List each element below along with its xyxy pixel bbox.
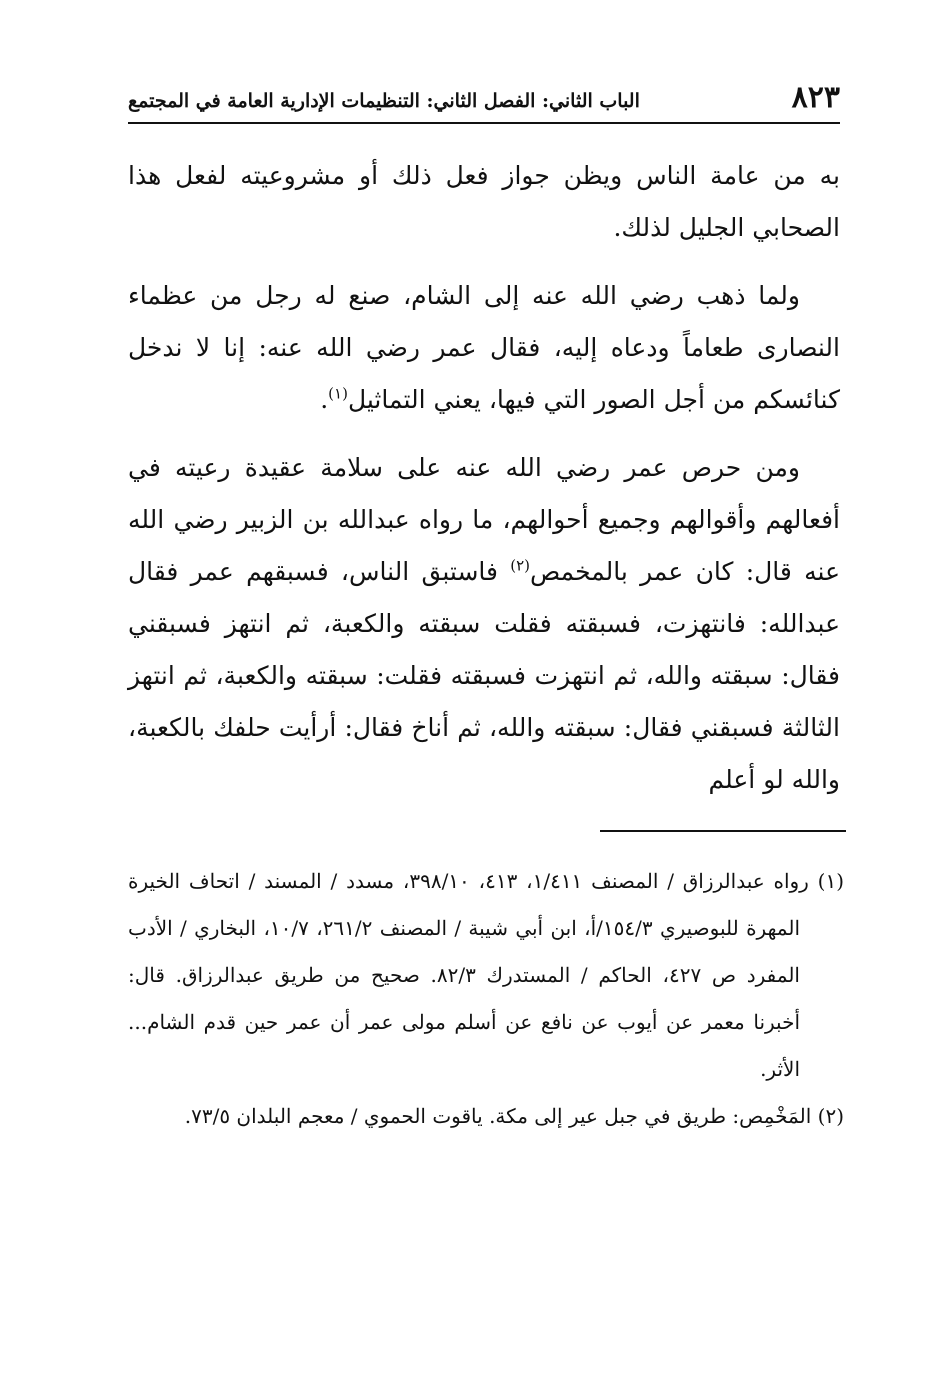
footnote-ref-2: (٢) <box>510 556 531 575</box>
page-number: ٨٢٣ <box>791 80 840 115</box>
running-title: الباب الثاني: الفصل الثاني: التنظيمات الإدارية العامة في المجتمع <box>128 90 640 112</box>
paragraph-3-text-b: فاستبق الناس، فسبقهم عمر فقال عبدالله: فانتهزت، فسبقته فقلت سبقته والكعبة، ثم انتهز فسبقني فقال: سبقته والله، ثم انتهزت فسبقته فقلت: سبقته والكعبة، ثم انتهز الثالثة فسبقني فقال: سبقته والله، ثم أناخ فقال: أرأيت حلفك بالكعبة، والله لو أعلم <box>128 557 840 794</box>
page-header <box>128 80 840 120</box>
footnote-separator <box>600 830 846 832</box>
footnotes <box>128 858 844 1140</box>
footnote-2: (٢) المَخْمِص: طريق في جبل عير إلى مكة. ياقوت الحموي / معجم البلدان ٧٣/٥. <box>184 1104 844 1128</box>
footnote-1: (١) رواه عبدالرزاق / المصنف ١/٤١١، ٤١٣، ٣٩٨/١٠، مسدد / المسند / اتحاف الخيرة المهرة للبوصيري ١٥٤/٣/أ، ابن أبي شيبة / المصنف ٢٦١/٢، ١٠/٧، البخاري / الأدب المفرد ص ٤٢٧، الحاكم / المستدرك ٨٢/٣. صحيح من طريق عبدالرزاق. قال: أخبرنا معمر عن أيوب عن نافع عن أسلم مولى عمر أن عمر حين قدم الشام... الأثر. <box>128 869 845 1081</box>
paragraph-3 <box>128 442 840 806</box>
paragraph-2-end: . <box>320 385 329 414</box>
paragraph-2 <box>128 270 840 426</box>
paragraph-3-text-a: ومن حرص عمر رضي الله عنه على سلامة عقيدة رعيته في أفعالهم وأقوالهم وجميع أحوالهم، ما رواه عبدالله بن الزبير رضي الله عنه قال: كان عمر بالمخمص <box>128 453 840 586</box>
paragraph-1: به من عامة الناس ويظن جواز فعل ذلك أو مشروعيته لفعل هذا الصحابي الجليل لذلك. <box>128 161 840 242</box>
paragraph-2-text: ولما ذهب رضي الله عنه إلى الشام، صنع له رجل من عظماء النصارى طعاماً ودعاه إليه، فقال عمر رضي الله عنه: إنا لا ندخل كنائسكم من أجل الصور التي فيها، يعني التماثيل <box>128 281 840 414</box>
footnote-ref-1: (١) <box>328 384 348 403</box>
header-rule <box>128 122 840 124</box>
body-text <box>128 150 840 822</box>
